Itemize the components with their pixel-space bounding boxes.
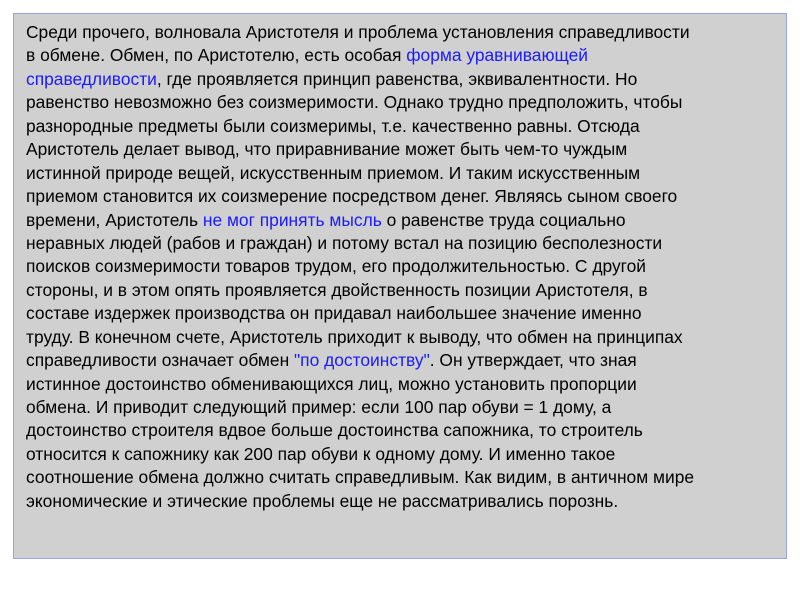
text-line bbox=[26, 349, 778, 372]
text-segment: поисков соизмеримости товаров трудом, его продолжительностью. С другой bbox=[26, 256, 646, 277]
text-line bbox=[26, 466, 778, 489]
text-line bbox=[26, 396, 778, 419]
text-segment: труду. В конечном счете, Аристотель приходит к выводу, что обмен на принципах bbox=[26, 326, 683, 347]
text-segment: , где проявляется принцип равенства, эквивалентности. Но bbox=[156, 68, 638, 89]
text-segment: разнородные предметы были соизмеримы, т.е. качественно равны. Отсюда bbox=[26, 115, 640, 136]
text-line bbox=[26, 279, 778, 302]
text-segment: стороны, и в этом опять проявляется двойственность позиции Аристотеля, в bbox=[26, 279, 648, 300]
text-segment: . Он утверждает, что зная bbox=[429, 350, 637, 371]
text-segment: истинное достоинство обменивающихся лиц, можно установить пропорции bbox=[26, 373, 637, 394]
text-line bbox=[26, 162, 778, 185]
text-line bbox=[26, 419, 778, 442]
highlighted-phrase: не мог принять мысль bbox=[202, 209, 382, 230]
text-segment: обмена. И приводит следующий пример: если 100 пар обуви = 1 дому, а bbox=[26, 397, 612, 417]
text-line bbox=[26, 326, 778, 349]
text-segment: Среди прочего, волновала Аристотеля и проблема установления справедливости bbox=[26, 22, 690, 42]
text-segment: относится к сапожнику как 200 пар обуви к одному дому. И именно такое bbox=[26, 443, 616, 464]
highlighted-phrase: справедливости bbox=[26, 68, 157, 89]
text-line bbox=[26, 373, 778, 396]
text-line bbox=[26, 68, 778, 91]
text-line bbox=[26, 21, 778, 44]
text-segment: времени, Аристотель bbox=[26, 209, 203, 230]
text-line bbox=[26, 209, 778, 232]
text-line bbox=[26, 138, 778, 161]
text-segment: справедливости означает обмен bbox=[26, 350, 294, 371]
text-segment: истинной природе вещей, искусственным приемом. И таким искусственным bbox=[26, 162, 641, 183]
text-line bbox=[26, 44, 778, 67]
highlighted-phrase: "по достоинству" bbox=[294, 350, 430, 371]
text-segment: экономические и этические проблемы еще не рассматривались порознь. bbox=[26, 490, 619, 511]
highlighted-phrase: форма уравнивающей bbox=[406, 45, 588, 66]
text-segment: приемом становится их соизмерение посредством денег. Являясь сыном своего bbox=[26, 186, 678, 207]
text-line bbox=[26, 115, 778, 138]
text-segment: неравных людей (рабов и граждан) и потому встал на позицию бесполезности bbox=[26, 232, 663, 253]
slide-body-text bbox=[26, 21, 778, 513]
text-line bbox=[26, 443, 778, 466]
text-line bbox=[26, 232, 778, 255]
text-line bbox=[26, 185, 778, 208]
text-line bbox=[26, 91, 778, 114]
text-segment: в обмене. Обмен, по Аристотелю, есть особая bbox=[26, 45, 407, 66]
text-segment: Аристотель делает вывод, что приравнивание может быть чем-то чуждым bbox=[26, 139, 628, 160]
text-segment: составе издержек производства он придавал наибольшее значение именно bbox=[26, 303, 642, 324]
text-line bbox=[26, 302, 778, 325]
text-segment: соотношение обмена должно считать справедливым. Как видим, в античном мире bbox=[26, 467, 695, 488]
slide-text-box bbox=[13, 13, 787, 559]
text-line bbox=[26, 490, 778, 513]
text-line bbox=[26, 255, 778, 278]
text-segment: о равенстве труда социально bbox=[381, 209, 626, 230]
text-segment: достоинство строителя вдвое больше достоинства сапожника, то строитель bbox=[26, 420, 643, 441]
text-segment: равенство невозможно без соизмеримости. Однако трудно предположить, чтобы bbox=[26, 92, 683, 113]
